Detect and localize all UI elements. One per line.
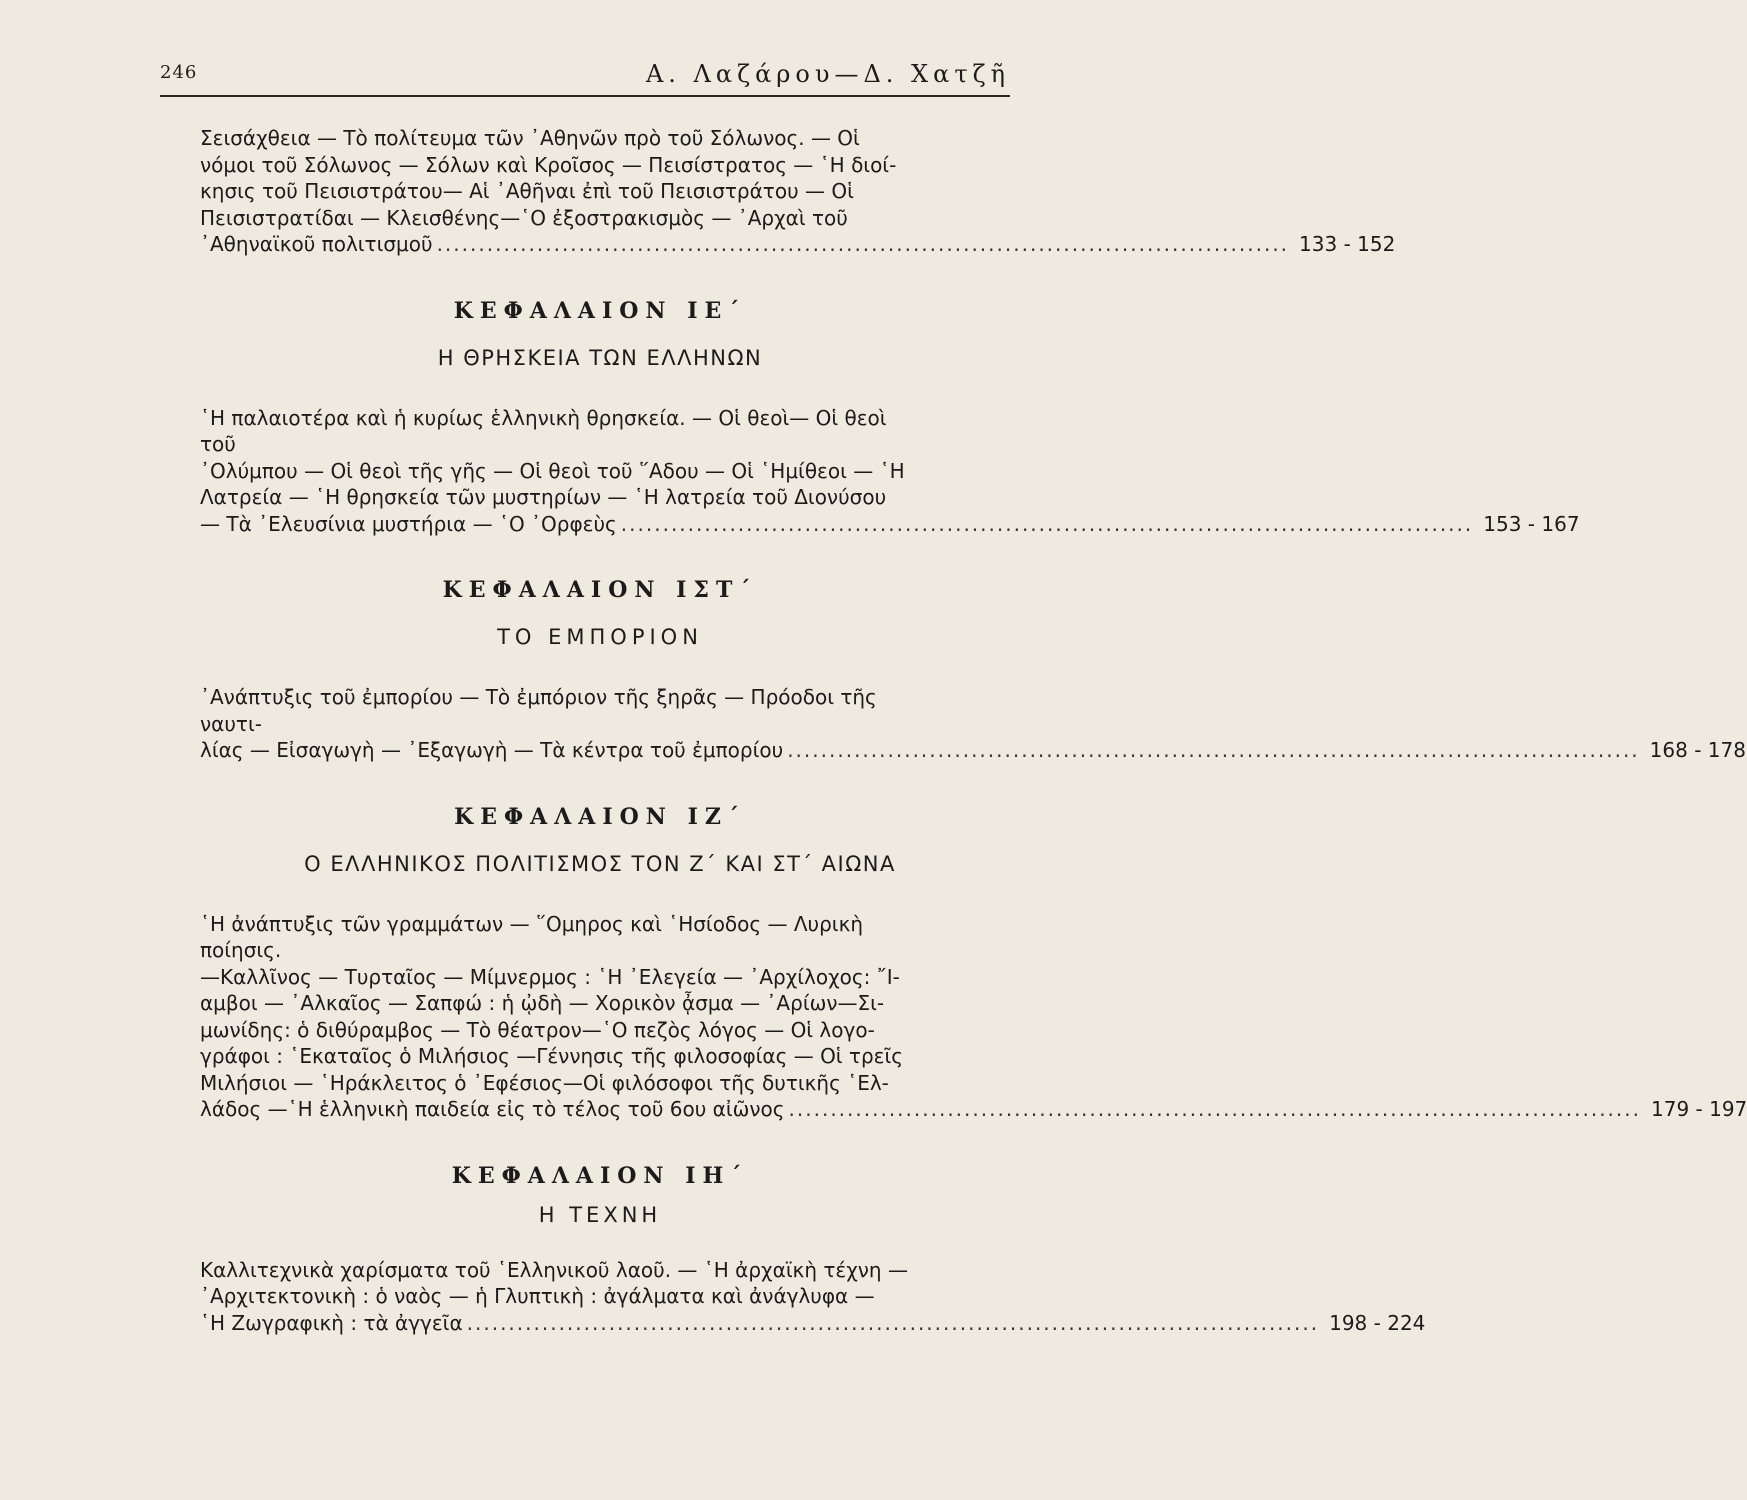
dot-leader: ...................................................................................................... bbox=[436, 232, 1290, 256]
chapter-subtitle: Ο ΕΛΛΗΝΙΚΟΣ ΠΟΛΙΤΙΣΜΟΣ ΤΟΝ Ζ΄ ΚΑΙ ΣΤ΄ ΑΙΩΝΑ bbox=[304, 851, 896, 876]
entry-last-line bbox=[200, 1096, 1747, 1123]
toc-entry bbox=[200, 911, 1747, 1123]
entry-line: Σεισάχθεια — Τὸ πολίτευμα τῶν ᾿Αθηνῶν πρὸ τοῦ Σόλωνος. — Οἱ bbox=[200, 126, 860, 150]
page-range: 168 - 178 bbox=[1649, 738, 1746, 762]
entry-line: ᾿Αρχιτεκτονικὴ : ὁ ναὸς — ἡ Γλυπτικὴ : ἀγάλματα καὶ ἀνάγλυφα — bbox=[200, 1284, 875, 1308]
entry-line: —Καλλῖνος — Τυρταῖος — Μίμνερμος : ῾Η ᾿Ελεγεία — ᾿Αρχίλοχος: ῎Ι- bbox=[200, 964, 900, 989]
page-header bbox=[160, 60, 1010, 94]
entry-last-line bbox=[200, 737, 1746, 764]
page-range: 198 - 224 bbox=[1329, 1310, 1426, 1335]
entry-line: Καλλιτεχνικὰ χαρίσματα τοῦ ῾Ελληνικοῦ λαοῦ. — ῾Η ἀρχαϊκὴ τέχνη — bbox=[200, 1257, 908, 1282]
chapter-subtitle: ΤΟ ΕΜΠΟΡΙΟΝ bbox=[497, 625, 703, 649]
table-of-contents bbox=[200, 125, 1747, 1336]
entry-line: ᾿Ολύμπου — Οἱ θεοὶ τῆς γῆς — Οἱ θεοὶ τοῦ ῞Αδου — Οἱ ῾Ημίθεοι — ῾Η bbox=[200, 458, 905, 483]
chapter-heading: ΚΕΦΑΛΑΙΟΝ ΙΕ΄ bbox=[453, 297, 747, 324]
dot-leader: ...................................................................................................... bbox=[466, 1310, 1320, 1335]
entry-line: ῾Η παλαιοτέρα καὶ ἡ κυρίως ἑλληνικὴ θρησκεία. — Οἱ θεοὶ— Οἱ θεοὶ τοῦ bbox=[200, 405, 887, 456]
page-range: 153 - 167 bbox=[1483, 511, 1580, 536]
entry-line: ᾿Ανάπτυξις τοῦ ἐμπορίου — Τὸ ἐμπόριον τῆς ξηρᾶς — Πρόοδοι τῆς ναυτι- bbox=[200, 685, 877, 736]
toc-entry bbox=[200, 125, 1396, 258]
entry-line: Πεισιστρατίδαι — Κλεισθένης—῾Ο ἐξοστρακισμὸς — ᾿Αρχαὶ τοῦ bbox=[200, 205, 848, 230]
chapter-heading: ΚΕΦΑΛΑΙΟΝ ΙΣΤ΄ bbox=[442, 577, 758, 603]
chapter-subtitle: Η ΤΕΧΝΗ bbox=[538, 1202, 662, 1227]
toc-entry bbox=[200, 684, 1746, 764]
chapter-subtitle: Η ΘΡΗΣΚΕΙΑ ΤΩΝ ΕΛΛΗΝΩΝ bbox=[437, 345, 763, 370]
toc-entry bbox=[200, 1257, 1426, 1337]
dot-leader: ...................................................................................................... bbox=[620, 511, 1474, 536]
entry-line: — Τὰ ᾿Ελευσίνια μυστήρια — ῾Ο ᾿Ορφεὺς bbox=[200, 511, 617, 536]
entry-line: ᾿Αθηναϊκοῦ πολιτισμοῦ bbox=[200, 232, 433, 256]
toc-entry bbox=[200, 405, 1580, 538]
chapter-heading: ΚΕΦΑΛΑΙΟΝ ΙΗ΄ bbox=[451, 1162, 749, 1189]
entry-last-line bbox=[200, 1310, 1426, 1337]
entry-line: λάδος —῾Η ἑλληνικὴ παιδεία εἰς τὸ τέλος τοῦ 6ου αἰῶνος bbox=[200, 1097, 785, 1121]
page-range: 133 - 152 bbox=[1299, 232, 1396, 256]
entry-last-line bbox=[200, 231, 1396, 258]
page-range: 179 - 197 bbox=[1651, 1097, 1747, 1121]
dot-leader: ...................................................................................................... bbox=[788, 1097, 1641, 1121]
page-number: 246 bbox=[160, 62, 198, 83]
header-rule bbox=[160, 95, 1010, 97]
entry-last-line bbox=[200, 511, 1580, 538]
entry-line: Μιλήσιοι — ῾Ηράκλειτος ὁ ᾿Εφέσιος—Οἱ φιλόσοφοι τῆς δυτικῆς ῾Ελ- bbox=[200, 1070, 889, 1095]
entry-line: ῾Η ἀνάπτυξις τῶν γραμμάτων — ῞Ομηρος καὶ ῾Ησίοδος — Λυρικὴ ποίησις. bbox=[200, 911, 864, 962]
entry-line: λίας — Εἰσαγωγὴ — ᾿Εξαγωγὴ — Τὰ κέντρα τοῦ ἐμπορίου bbox=[200, 738, 784, 762]
entry-line: νόμοι τοῦ Σόλωνος — Σόλων καὶ Κροῖσος — Πεισίστρατος — ῾Η διοί- bbox=[200, 152, 897, 177]
entry-line: γράφοι : ῾Εκαταῖος ὁ Μιλήσιος —Γέννησις τῆς φιλοσοφίας — Οἱ τρεῖς bbox=[200, 1044, 903, 1068]
entry-line: Λατρεία — ῾Η θρησκεία τῶν μυστηρίων — ῾Η λατρεία τοῦ Διονύσου bbox=[200, 485, 887, 509]
chapter-heading: ΚΕΦΑΛΑΙΟΝ ΙΖ΄ bbox=[454, 803, 746, 830]
dot-leader: ...................................................................................................... bbox=[787, 738, 1640, 762]
running-head: Α. Λαζάρου—Δ. Χατζῆ bbox=[645, 60, 1010, 88]
entry-line: κησις τοῦ Πεισιστράτου— Αἱ ᾿Αθῆναι ἐπὶ τοῦ Πεισιστράτου — Οἱ bbox=[200, 179, 854, 203]
entry-line: ῾Η Ζωγραφικὴ : τὰ ἀγγεῖα bbox=[200, 1310, 463, 1335]
entry-line: μωνίδης: ὁ διθύραμβος — Τὸ θέατρον—῾Ο πεζὸς λόγος — Οἱ λογο- bbox=[200, 1017, 875, 1042]
entry-line: αμβοι — ᾿Αλκαῖος — Σαπφώ : ἡ ᾠδὴ — Χορικὸν ᾆσμα — ᾿Αρίων—Σι- bbox=[200, 991, 885, 1015]
